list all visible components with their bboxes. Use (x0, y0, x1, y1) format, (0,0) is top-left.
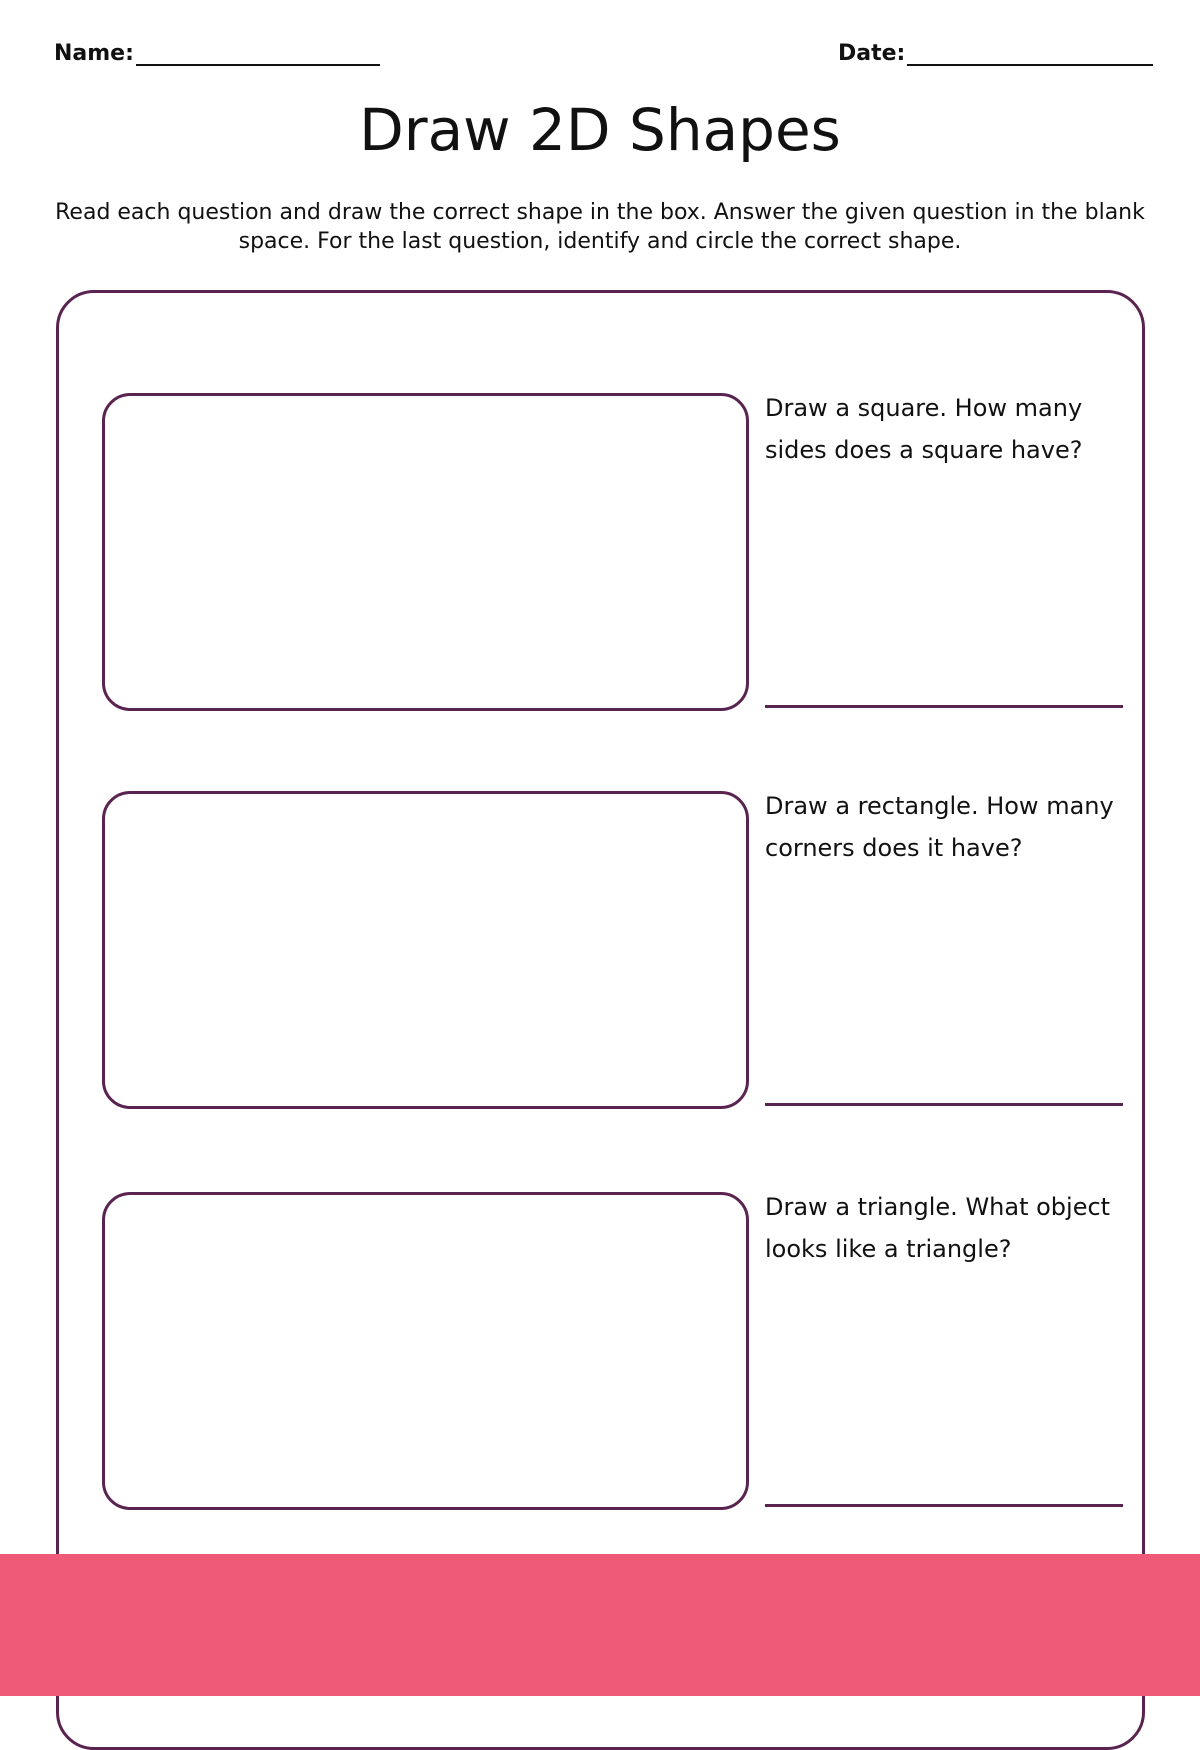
answer-line-2[interactable] (765, 1103, 1123, 1106)
footer-band (0, 1554, 1200, 1696)
name-blank-line[interactable] (136, 40, 380, 66)
date-label: Date: (838, 41, 906, 66)
page-title: Draw 2D Shapes (359, 96, 841, 164)
drawing-box-1[interactable] (102, 393, 749, 711)
question-text-3: Draw a triangle. What object looks like a triangle? (765, 1193, 1111, 1263)
question-text-1: Draw a square. How many sides does a square have? (765, 394, 1083, 464)
date-blank-line[interactable] (907, 40, 1153, 66)
drawing-box-2[interactable] (102, 791, 749, 1109)
name-field[interactable] (54, 40, 380, 66)
question-text-2: Draw a rectangle. How many corners does it have? (765, 792, 1114, 862)
drawing-box-3[interactable] (102, 1192, 749, 1510)
date-field[interactable] (838, 40, 1153, 66)
answer-line-3[interactable] (765, 1504, 1123, 1507)
instructions-text: Read each question and draw the correct shape in the box. Answer the given question in the blank space. For the last question, identify and circle the correct shape. (55, 200, 1145, 254)
name-label: Name: (54, 41, 134, 66)
answer-line-1[interactable] (765, 705, 1123, 708)
